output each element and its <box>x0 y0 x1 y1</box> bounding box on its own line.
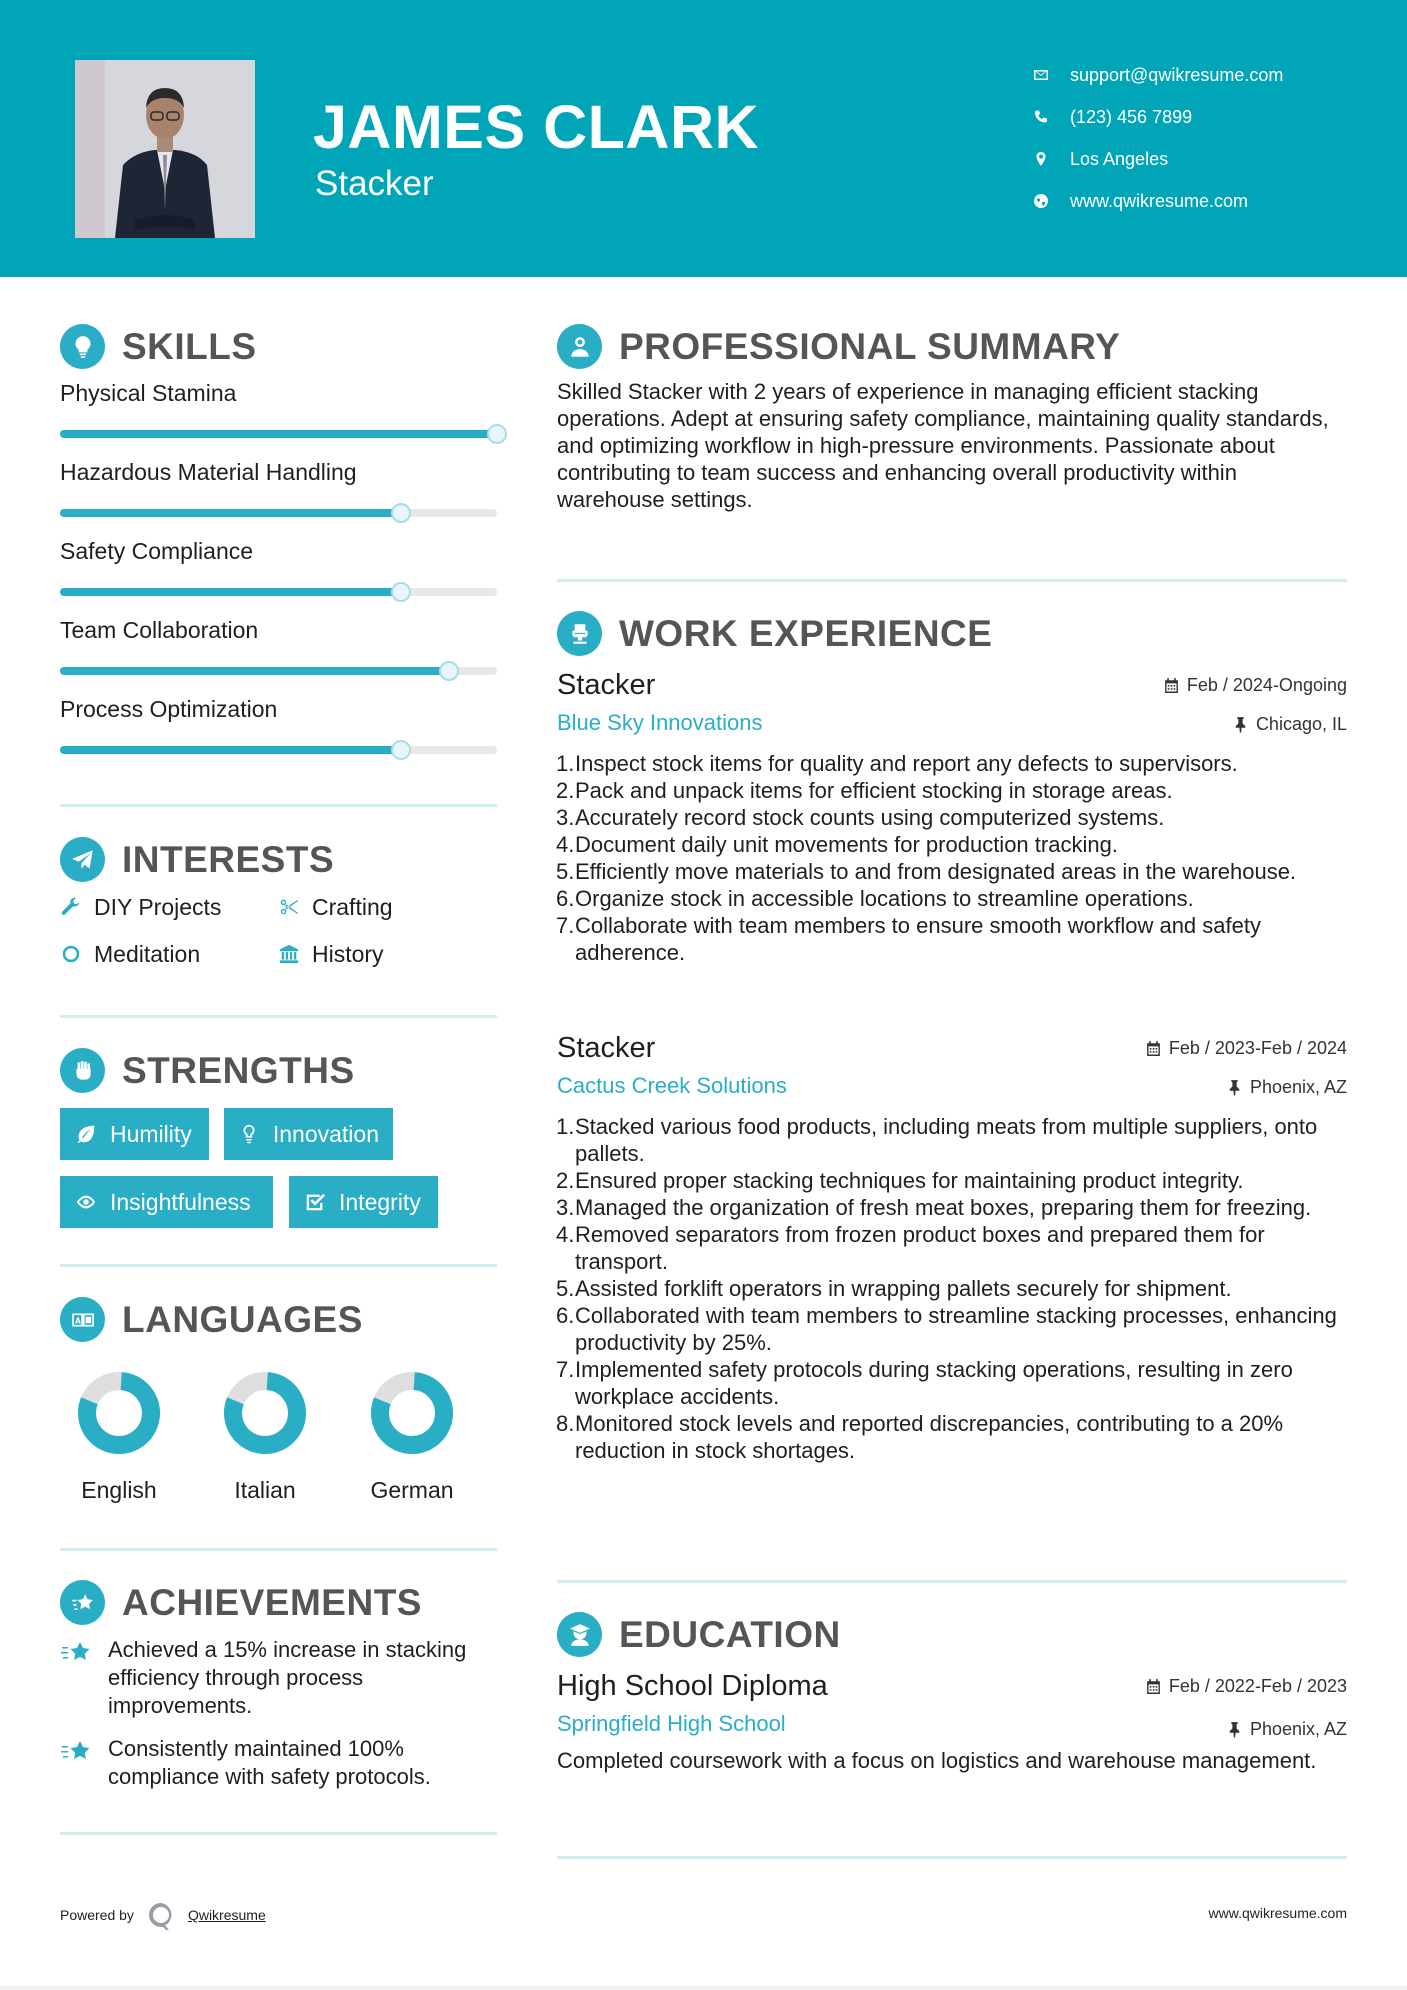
skill-item <box>60 615 500 645</box>
contact-website-text: www.qwikresume.com <box>1070 190 1249 211</box>
interest-item <box>276 938 384 970</box>
skills-heading <box>60 324 257 369</box>
job-dates: Feb / 2024-Ongoing <box>1163 675 1347 696</box>
job-dates: Feb / 2023-Feb / 2024 <box>1145 1038 1347 1059</box>
school-name: Springfield High School <box>557 1711 786 1736</box>
user-icon <box>557 324 602 369</box>
leaf-icon <box>72 1122 100 1146</box>
section-divider <box>60 1548 497 1551</box>
education-title: EDUCATION <box>619 1614 841 1655</box>
skill-bar <box>60 509 497 517</box>
responsibility-item: 4. Removed separators from frozen product boxes and prepared them for transport. <box>556 1222 1265 1274</box>
lightbulb-icon <box>60 324 105 369</box>
language-donut <box>370 1371 454 1455</box>
fist-icon <box>60 1048 105 1093</box>
summary-heading <box>557 324 1120 369</box>
svg-text:A: A <box>74 1315 81 1325</box>
responsibility-item: 2. Pack and unpack items for efficient stocking in storage areas. <box>556 778 1173 803</box>
skill-bar <box>60 588 497 596</box>
strength-name: Humility <box>110 1120 192 1147</box>
phone-icon <box>1030 106 1052 128</box>
skills-title: SKILLS <box>122 326 257 367</box>
contact-phone[interactable] <box>1030 96 1283 138</box>
strength-chip <box>60 1176 273 1228</box>
calendar-icon <box>1145 1040 1162 1057</box>
skill-bar <box>60 430 497 438</box>
responsibility-item: 3. Accurately record stock counts using computerized systems. <box>556 805 1165 830</box>
header-divider <box>0 277 1407 280</box>
contact-location-text: Los Angeles <box>1070 148 1169 169</box>
eye-icon <box>72 1190 100 1214</box>
skill-bar <box>60 746 497 754</box>
achievement-item <box>60 1636 500 1720</box>
paper-plane-icon <box>60 837 105 882</box>
lightbulb-icon <box>236 1122 263 1146</box>
education-dates: Feb / 2022-Feb / 2023 <box>1145 1676 1347 1697</box>
achievements-heading <box>60 1580 422 1625</box>
skill-knob <box>439 661 459 681</box>
achievement-text: Achieved a 15% increase in stacking efficiency through process improvements. <box>108 1637 467 1718</box>
section-divider <box>60 1264 497 1267</box>
section-divider <box>557 579 1347 582</box>
skill-knob <box>391 582 411 602</box>
pin-icon <box>1226 1079 1243 1096</box>
interest-item <box>276 891 393 923</box>
experience-heading <box>557 611 992 656</box>
responsibility-item: 6. Collaborated with team members to streamline stacking processes, enhancing productivity by 25%. <box>556 1303 1337 1355</box>
interest-item <box>58 891 221 923</box>
skill-item <box>60 457 500 487</box>
section-divider <box>60 804 497 807</box>
interest-item <box>58 938 200 970</box>
qwikresume-logo-icon <box>146 1900 176 1930</box>
candidate-name: JAMES CLARK <box>313 93 760 161</box>
contact-list <box>1030 54 1283 222</box>
strength-name: Insightfulness <box>110 1188 251 1215</box>
education-entry <box>557 1668 1347 1774</box>
languages-heading <box>60 1297 363 1342</box>
globe-icon <box>1030 190 1052 212</box>
chair-icon <box>557 611 602 656</box>
skill-name: Team Collaboration <box>60 617 259 643</box>
job-entry <box>557 667 1347 966</box>
strengths-heading <box>60 1048 355 1093</box>
language-name: German <box>370 1477 454 1503</box>
language-name: Italian <box>234 1477 296 1503</box>
responsibility-item: 7. Collaborate with team members to ensure smooth workflow and safety adherence. <box>556 913 1261 965</box>
powered-by <box>60 1900 266 1930</box>
strength-name: Innovation <box>272 1120 379 1147</box>
calendar-icon <box>1163 677 1180 694</box>
interest-name: DIY Projects <box>94 893 222 920</box>
skill-name: Physical Stamina <box>60 380 237 406</box>
language-donut <box>223 1371 307 1455</box>
achievements-title: ACHIEVEMENTS <box>122 1582 422 1623</box>
pin-icon <box>1232 716 1249 733</box>
company-name: Cactus Creek Solutions <box>557 1073 787 1098</box>
skill-name: Hazardous Material Handling <box>60 459 357 485</box>
contact-phone-text: (123) 456 7899 <box>1070 106 1193 127</box>
company-name: Blue Sky Innovations <box>557 710 763 735</box>
person-photo-icon <box>75 60 255 238</box>
language-item <box>337 1371 487 1504</box>
contact-email-text: support@qwikresume.com <box>1070 64 1284 85</box>
pin-icon <box>1226 1721 1243 1738</box>
contact-email[interactable] <box>1030 54 1283 96</box>
strength-chip <box>60 1108 209 1160</box>
responsibility-item: 1. Stacked various food products, including meats from multiple suppliers, onto pallets. <box>556 1114 1318 1166</box>
wrench-icon <box>58 894 84 920</box>
section-divider <box>557 1580 1347 1583</box>
responsibility-item: 1. Inspect stock items for quality and report any defects to supervisors. <box>556 751 1238 776</box>
contact-website[interactable] <box>1030 180 1283 222</box>
star-badge-icon <box>60 1636 100 1720</box>
section-divider <box>60 1015 497 1018</box>
powered-by-label: Powered by <box>60 1907 134 1923</box>
candidate-title: Stacker <box>315 164 434 203</box>
job-location: Chicago, IL <box>1232 714 1347 735</box>
graduate-icon <box>557 1612 602 1657</box>
degree-name: High School Diploma <box>557 1670 828 1702</box>
responsibility-item: 3. Managed the organization of fresh meat boxes, preparing them for freezing. <box>556 1195 1312 1220</box>
bank-icon <box>276 941 302 967</box>
language-item <box>44 1371 194 1504</box>
star-badge-icon <box>60 1580 105 1625</box>
job-entry <box>557 1030 1347 1464</box>
skill-knob <box>391 503 411 523</box>
skill-item <box>60 694 500 724</box>
map-marker-icon <box>1030 148 1052 170</box>
education-heading <box>557 1612 841 1657</box>
job-responsibilities <box>557 750 1347 966</box>
skill-item <box>60 378 500 408</box>
responsibility-item: 4. Document daily unit movements for production tracking. <box>556 832 1118 857</box>
strength-chip <box>289 1176 438 1228</box>
achievement-text: Consistently maintained 100% compliance with safety protocols. <box>108 1736 431 1789</box>
interest-name: History <box>312 940 384 967</box>
achievement-item <box>60 1735 500 1791</box>
education-location: Phoenix, AZ <box>1226 1719 1347 1740</box>
language-donut <box>77 1371 161 1455</box>
language-item <box>190 1371 340 1504</box>
footer-website[interactable]: www.qwikresume.com <box>1208 1905 1347 1921</box>
interests-heading <box>60 837 334 882</box>
responsibility-item: 8. Monitored stock levels and reported discrepancies, contributing to a 20% reduction in stock shortages. <box>556 1411 1284 1463</box>
circle-icon <box>58 941 84 967</box>
skill-name: Safety Compliance <box>60 538 254 564</box>
experience-title: WORK EXPERIENCE <box>619 613 993 654</box>
section-divider <box>557 1856 1347 1859</box>
section-divider <box>60 1832 497 1835</box>
check-square-icon <box>301 1190 329 1214</box>
responsibility-item: 6. Organize stock in accessible locations to streamline operations. <box>556 886 1194 911</box>
skill-knob <box>391 740 411 760</box>
page-bottom-edge <box>0 1986 1407 1990</box>
job-title: Stacker <box>557 669 656 701</box>
responsibility-item: 2. Ensured proper stacking techniques for maintaining product integrity. <box>556 1168 1244 1193</box>
job-location: Phoenix, AZ <box>1226 1077 1347 1098</box>
envelope-icon <box>1030 64 1052 86</box>
languages-title: LANGUAGES <box>122 1299 363 1340</box>
profile-photo <box>75 60 255 238</box>
qwikresume-link[interactable]: Qwikresume <box>187 1907 266 1923</box>
strength-chip <box>224 1108 393 1160</box>
summary-text: Skilled Stacker with 2 years of experience in managing efficient stacking operations. Adept at ensuring safety compliance, maintaining quality standards, and optimizing workflow in high-pressure environments. Passionate about contributing to team success and enhancing overall productivity within warehouse settings. <box>557 379 1329 512</box>
language-name: English <box>81 1477 157 1503</box>
education-description: Completed coursework with a focus on logistics and warehouse management. <box>557 1748 1317 1773</box>
strengths-title: STRENGTHS <box>122 1050 355 1091</box>
strength-name: Integrity <box>339 1188 421 1215</box>
contact-location <box>1030 138 1283 180</box>
skill-bar <box>60 667 497 675</box>
skill-name: Process Optimization <box>60 696 278 722</box>
job-responsibilities <box>557 1113 1347 1464</box>
language-icon <box>60 1297 105 1342</box>
responsibility-item: 7. Implemented safety protocols during stacking operations, resulting in zero workplace accidents. <box>556 1357 1293 1409</box>
responsibility-item: 5. Efficiently move materials to and from designated areas in the warehouse. <box>556 859 1297 884</box>
responsibility-item: 5. Assisted forklift operators in wrapping pallets securely for shipment. <box>556 1276 1232 1301</box>
interest-name: Crafting <box>312 893 393 920</box>
interest-name: Meditation <box>94 940 201 967</box>
star-badge-icon <box>60 1735 100 1791</box>
summary-title: PROFESSIONAL SUMMARY <box>619 326 1121 367</box>
skill-item <box>60 536 500 566</box>
job-title: Stacker <box>557 1032 656 1064</box>
calendar-icon <box>1145 1678 1162 1695</box>
resume-header <box>0 0 1407 277</box>
skill-knob <box>487 424 507 444</box>
scissors-icon <box>276 894 302 920</box>
interests-title: INTERESTS <box>122 839 335 880</box>
